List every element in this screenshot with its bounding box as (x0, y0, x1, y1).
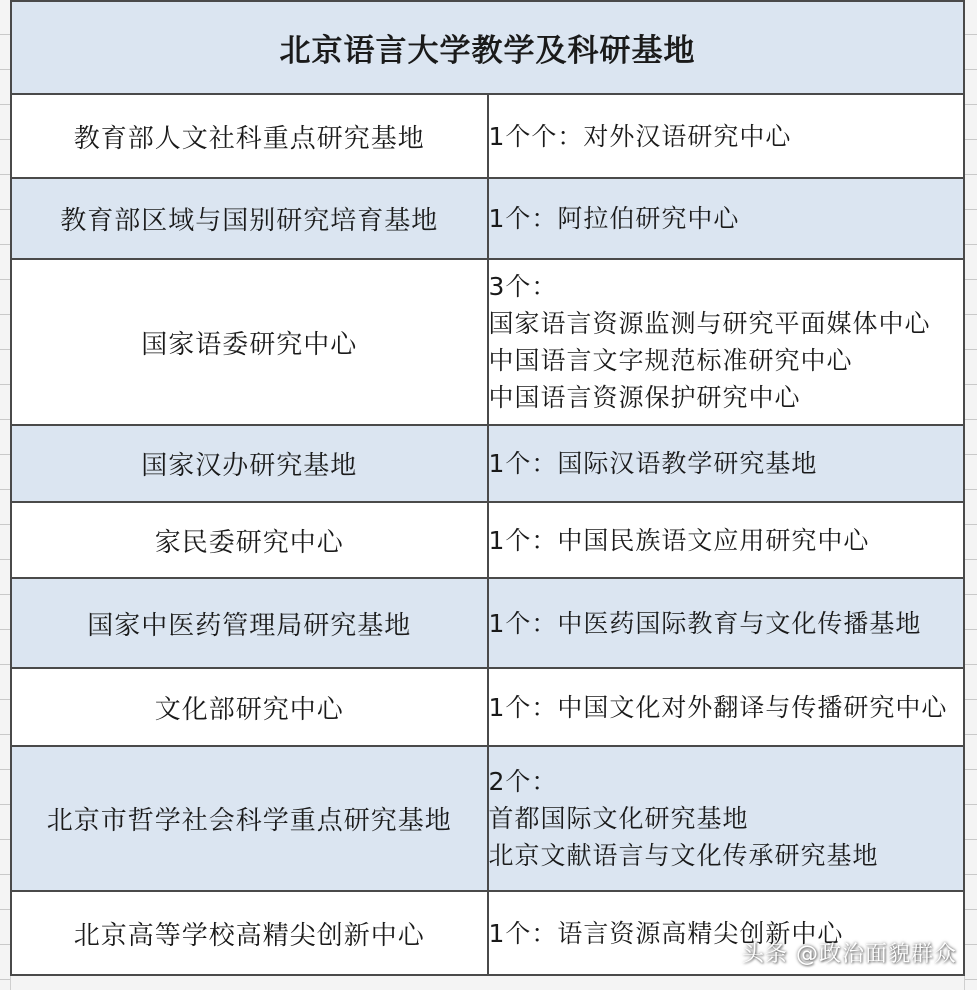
category-cell: 文化部研究中心 (11, 668, 488, 746)
description-cell (488, 259, 965, 425)
table-row (11, 259, 964, 425)
research-base-table (10, 0, 965, 976)
category-cell: 北京市哲学社会科学重点研究基地 (11, 746, 488, 891)
description-line: 1个：国际汉语教学研究基地 (488, 449, 818, 478)
description-cell (488, 425, 965, 502)
description-cell (488, 668, 965, 746)
description-cell (488, 746, 965, 891)
description-line: 首都国际文化研究基地 (488, 804, 749, 833)
category-cell: 教育部人文社科重点研究基地 (11, 94, 488, 178)
description-line: 1个：语言资源高精尖创新中心 (488, 918, 844, 948)
description-line: 1个：中国文化对外翻译与传播研究中心 (488, 692, 948, 722)
category-cell: 北京高等学校高精尖创新中心 (11, 891, 488, 975)
description-line: 中国语言文字规范标准研究中心 (488, 346, 853, 375)
description-line: 1个个：对外汉语研究中心 (488, 121, 792, 151)
description-line: 2个： (488, 767, 558, 796)
description-cell (488, 502, 965, 578)
description-line: 1个：中国民族语文应用研究中心 (488, 525, 870, 555)
table-row (11, 668, 964, 746)
category-cell: 国家语委研究中心 (11, 259, 488, 425)
description-line: 1个：阿拉伯研究中心 (488, 204, 740, 233)
category-cell: 教育部区域与国别研究培育基地 (11, 178, 488, 259)
category-cell: 国家中医药管理局研究基地 (11, 578, 488, 668)
description-line: 北京文献语言与文化传承研究基地 (488, 841, 879, 870)
table-row (11, 94, 964, 178)
category-cell: 国家汉办研究基地 (11, 425, 488, 502)
description-cell (488, 94, 965, 178)
description-cell (488, 178, 965, 259)
table-row (11, 425, 964, 502)
table-row (11, 178, 964, 259)
watermark-text: 头条 @政治面貌群众 (742, 942, 957, 967)
table-row (11, 746, 964, 891)
description-line: 中国语言资源保护研究中心 (488, 383, 801, 412)
table-row (11, 502, 964, 578)
table-row (11, 578, 964, 668)
description-line: 国家语言资源监测与研究平面媒体中心 (488, 309, 931, 338)
description-line: 3个： (488, 272, 558, 301)
description-cell (488, 578, 965, 668)
category-cell: 家民委研究中心 (11, 502, 488, 578)
spreadsheet-grid-right-edge (964, 0, 977, 990)
description-line: 1个：中医药国际教育与文化传播基地 (488, 608, 922, 638)
table-title: 北京语言大学教学及科研基地 (11, 1, 964, 94)
